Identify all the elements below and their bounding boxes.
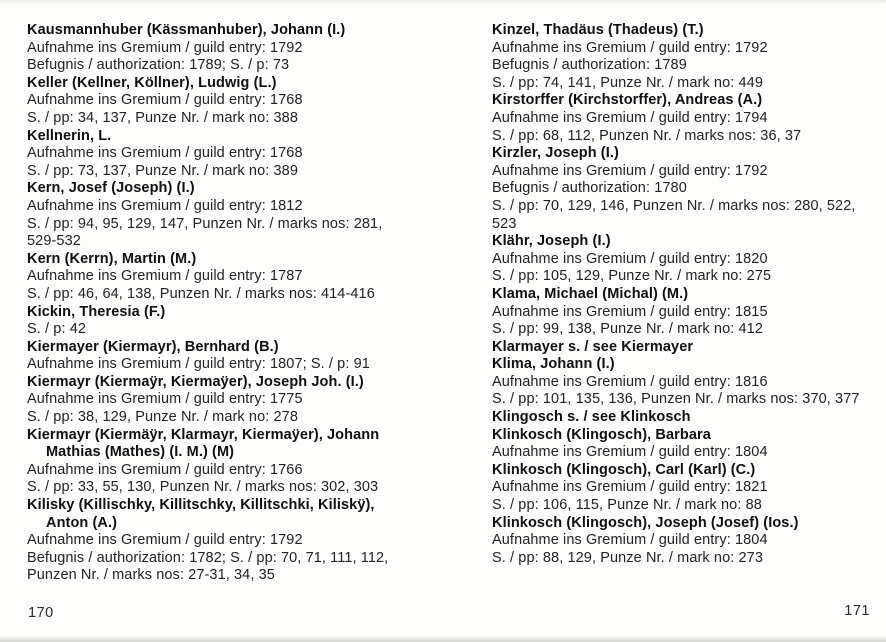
entry-detail-line: S. / pp: 101, 135, 136, Punzen Nr. / marks nos: 370, 377: [492, 391, 860, 408]
entry-name-line: Kellnerin, L.: [27, 127, 112, 144]
entry-detail-line: Aufnahme ins Gremium / guild entry: 1792: [492, 39, 768, 56]
entry-name-line: Klinkosch (Klingosch), Joseph (Josef) (Ios.): [492, 514, 799, 531]
entry-detail-line: S. / pp: 33, 55, 130, Punzen Nr. / marks nos: 302, 303: [27, 479, 379, 496]
entry-detail-line: Aufnahme ins Gremium / guild entry: 1815: [492, 303, 768, 320]
entry-detail-line: S. / p: 42: [27, 321, 87, 338]
entry-detail-line: Aufnahme ins Gremium / guild entry: 1816: [492, 373, 768, 390]
entry-detail-line: Aufnahme ins Gremium / guild entry: 1821: [492, 479, 768, 496]
scan-edge-bottom: [0, 635, 886, 642]
entry-name-line: Kinzel, Thadäus (Thadeus) (T.): [492, 22, 704, 38]
entry-name-line: Kirzler, Joseph (I.): [492, 145, 619, 162]
entry-name-line: Kickin, Theresia (F.): [27, 303, 166, 320]
entry-detail-line: S. / pp: 94, 95, 129, 147, Punzen Nr. / marks nos: 281,: [27, 215, 383, 232]
left-page-number: 170: [28, 605, 54, 621]
entry-name-line: Klinkosch (Klingosch), Barbara: [492, 426, 711, 443]
entry-name-line: Klima, Johann (I.): [492, 356, 615, 373]
right-page-number: 171: [844, 603, 870, 619]
entry-name-line: Kiermayer (Kiermayr), Bernhard (B.): [27, 338, 279, 355]
entry-detail-line: S. / pp: 73, 137, Punze Nr. / mark no: 389: [27, 162, 298, 179]
entry-detail-line: S. / pp: 88, 129, Punze Nr. / mark no: 273: [492, 549, 763, 566]
entry-name-line: Kiermayr (Kiermaÿr, Kiermaÿer), Joseph Joh. (I.): [27, 373, 364, 390]
entry-detail-line: Befugnis / authorization: 1789: [492, 57, 687, 74]
entry-detail-line: S. / pp: 106, 115, Punze Nr. / mark no: 88: [492, 497, 762, 514]
entry-detail-line: Aufnahme ins Gremium / guild entry: 1792: [27, 39, 303, 56]
entry-name-line: Klingosch s. / see Klinkosch: [492, 409, 691, 426]
right-page-text-column: [492, 22, 878, 567]
entry-detail-line: Befugnis / authorization: 1782; S. / pp: 70, 71, 111, 112,: [27, 549, 389, 566]
entry-name-line: Mathias (Mathes) (I. M.) (M): [46, 444, 235, 461]
entry-name-line: Klarmayer s. / see Kiermayer: [492, 338, 694, 355]
entry-name-line: Kiermayr (Kiermäÿr, Klarmayr, Kiermaÿer), Johann: [27, 426, 380, 443]
entry-detail-line: Aufnahme ins Gremium / guild entry: 1804: [492, 532, 768, 549]
entry-detail-line: Aufnahme ins Gremium / guild entry: 1768: [27, 92, 303, 109]
entry-name-line: Keller (Kellner, Köllner), Ludwig (L.): [27, 74, 277, 91]
entry-name-line: Kausmannhuber (Kässmanhuber), Johann (I.): [27, 22, 346, 38]
entry-name-line: Klähr, Joseph (I.): [492, 233, 611, 250]
entry-name-line: Kern (Kerrn), Martin (M.): [27, 250, 197, 267]
left-page-text-column: [27, 22, 472, 585]
entry-detail-line: 523: [492, 215, 517, 232]
entry-detail-line: Aufnahme ins Gremium / guild entry: 1766: [27, 461, 303, 478]
entry-detail-line: Punzen Nr. / marks nos: 27-31, 34, 35: [27, 567, 275, 584]
entry-detail-line: Aufnahme ins Gremium / guild entry: 1792: [492, 162, 768, 179]
entry-detail-line: Aufnahme ins Gremium / guild entry: 1792: [27, 532, 303, 549]
entry-detail-line: S. / pp: 74, 141, Punze Nr. / mark no: 449: [492, 74, 763, 91]
entry-detail-line: Aufnahme ins Gremium / guild entry: 1794: [492, 109, 768, 126]
entry-detail-line: S. / pp: 105, 129, Punze Nr. / mark no: 275: [492, 268, 772, 285]
entry-detail-line: Aufnahme ins Gremium / guild entry: 1775: [27, 391, 303, 408]
entry-detail-line: Aufnahme ins Gremium / guild entry: 1768: [27, 145, 303, 162]
entry-detail-line: S. / pp: 38, 129, Punze Nr. / mark no: 278: [27, 409, 298, 426]
entry-detail-line: Aufnahme ins Gremium / guild entry: 1812: [27, 197, 303, 214]
entry-name-line: Klama, Michael (Michal) (M.): [492, 285, 689, 302]
entry-detail-line: Befugnis / authorization: 1780: [492, 180, 687, 197]
entry-detail-line: Aufnahme ins Gremium / guild entry: 1820: [492, 250, 768, 267]
entry-detail-line: 529-532: [27, 233, 81, 250]
entry-name-line: Kirstorffer (Kirchstorffer), Andreas (A.): [492, 92, 763, 109]
entry-detail-line: S. / pp: 34, 137, Punze Nr. / mark no: 388: [27, 109, 298, 126]
entry-name-line: Kern, Josef (Joseph) (I.): [27, 180, 195, 197]
entry-detail-line: S. / pp: 70, 129, 146, Punzen Nr. / marks nos: 280, 522,: [492, 197, 856, 214]
entry-detail-line: Aufnahme ins Gremium / guild entry: 1807; S. / p: 91: [27, 356, 370, 373]
entry-detail-line: S. / pp: 46, 64, 138, Punzen Nr. / marks nos: 414-416: [27, 285, 375, 302]
entry-detail-line: Aufnahme ins Gremium / guild entry: 1804: [492, 444, 768, 461]
entry-name-line: Kilisky (Killischky, Killitschky, Killitschki, Kiliskÿ),: [27, 497, 375, 514]
entry-detail-line: Befugnis / authorization: 1789; S. / p: 73: [27, 57, 290, 74]
entry-name-line: Anton (A.): [46, 514, 118, 531]
entry-name-line: Klinkosch (Klingosch), Carl (Karl) (C.): [492, 461, 756, 478]
scan-edge-top: [0, 0, 886, 4]
entry-detail-line: S. / pp: 68, 112, Punzen Nr. / marks nos: 36, 37: [492, 127, 802, 144]
entry-detail-line: Aufnahme ins Gremium / guild entry: 1787: [27, 268, 303, 285]
entry-detail-line: S. / pp: 99, 138, Punze Nr. / mark no: 412: [492, 321, 763, 338]
